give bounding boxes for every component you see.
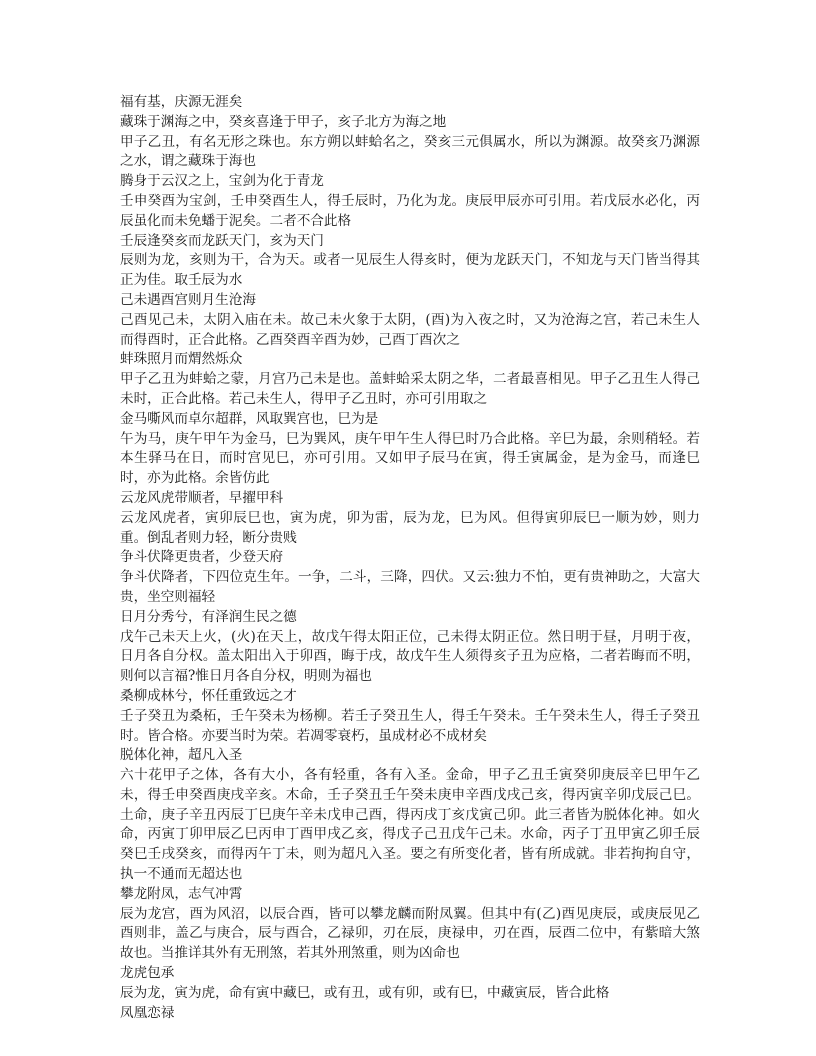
heading-line: 腾身于云汉之上，宝剑为化于青龙 (120, 173, 324, 190)
heading-line: 藏珠于渊海之中，癸亥喜逢于甲子，亥子北方为海之地 (120, 113, 447, 130)
heading-line: 蚌珠照月而煟然烁众 (120, 351, 243, 368)
body-paragraph: 六十花甲子之体，各有大小，各有轻重，各有入圣。金命，甲子乙丑壬寅癸卯庚辰辛巳甲午乙未，得壬申癸酉庚戌辛亥。木命，壬子癸丑壬午癸未庚申辛酉戊戌己亥，得丙寅辛卯戊辰己巳。土命，庚子辛丑丙辰丁巳庚午辛未戊申己酉，得丙戌丁亥戊寅己卯。此三者皆为脱体化神。如火命，丙寅丁卯甲辰乙巳丙申丁酉甲戌乙亥，得戊子己丑戊午己未。水命，丙子丁丑甲寅乙卯壬辰癸巳壬戌癸亥，而得丙午丁未，则为超凡入圣。要之有所变化者，皆有所成就。非若拘拘自守，执一不通而无超达也 (120, 767, 700, 883)
body-paragraph: 己酉见己未，太阴入庙在未。故己未火象于太阴，(酉)为入夜之时，又为沧海之宫，若己未生人而得酉时，正合此格。乙酉癸酉辛酉为妙，己酉丁酉次之 (120, 311, 700, 348)
heading-line: 争斗伏降更贵者，少登天府 (120, 549, 284, 566)
body-paragraph: 争斗伏降者，下四位克生年。一争，二斗，三降，四伏。又云:独力不怕，更有贵神助之，大富大贵，坐空则福轻 (120, 569, 700, 605)
heading-line: 脱体化神，超凡入圣 (120, 747, 243, 764)
body-paragraph: 辰为龙，寅为虎，命有寅中藏巳，或有丑，或有卯，或有巳，中藏寅辰，皆合此格 (120, 984, 610, 1001)
body-paragraph: 午为马，庚午甲午为金马，巳为巽风，庚午甲午生人得巳时乃合此格。辛巳为最，余则稍轻。若本生驿马在日，而时宫见巳，亦可引用。又如甲子辰马在寅，得壬寅属金，是为金马，而逢巳时，亦为此格。余皆仿此 (120, 430, 700, 487)
heading-line: 日月分秀兮，有泽润生民之德 (120, 608, 297, 625)
heading-line: 桑柳成林兮，怀任重致远之才 (120, 687, 297, 704)
body-paragraph: 辰则为龙，亥则为干，合为天。或者一见辰生人得亥时，便为龙跃天门，不知龙与天门皆当得其正为佳。取壬辰为水 (120, 252, 700, 289)
heading-line: 龙虎包承 (120, 965, 175, 982)
heading-line: 金马嘶风而卓尔超群，风取巽宫也，巳为是 (120, 410, 379, 427)
body-paragraph: 壬子癸丑为桑柘，壬午癸未为杨柳。若壬子癸丑生人，得壬午癸未。壬午癸未生人，得壬子癸丑时。皆合格。亦要当时为荣。若凋零衰朽，虽成材必不成材矣 (120, 707, 700, 744)
body-paragraph: 戊午己未天上火，(火)在天上，故戊午得太阳正位，己未得太阴正位。然日明于昼，月明于夜，日月各自分权。盖太阳出入于卯酉，晦于戌，故戊午生人须得亥子丑为应格，二者若晦而不明，则何以言福?惟日月各自分权，明则为福也 (120, 628, 700, 685)
body-paragraph: 壬申癸酉为宝剑，壬申癸酉生人，得壬辰时，乃化为龙。庚辰甲辰亦可引用。若戊辰水必化，丙辰虽化而未免蟠于泥矣。二者不合此格 (120, 192, 700, 229)
heading-line: 攀龙附凤，志气冲霄 (120, 885, 243, 902)
text-line: 福有基，庆源无涯矣 (120, 94, 243, 110)
document-page (120, 93, 700, 1023)
body-paragraph: 辰为龙宫，酉为风沼，以辰合酉，皆可以攀龙麟而附凤翼。但其中有(乙)酉见庚辰，或庚辰见乙酉则非，盖乙与庚合，辰与酉合，乙禄卯，刃在辰，庚禄申，刃在酉，辰酉二位中，有紫暗大煞故也。当推详其外有无刑煞，若其外刑煞重，则为凶命也 (120, 905, 700, 962)
heading-line: 己未遇酉宫则月生沧海 (120, 291, 256, 308)
heading-line: 凤凰恋禄 (120, 1004, 175, 1021)
body-paragraph: 甲子乙丑，有名无形之珠也。东方朔以蚌蛤名之，癸亥三元俱属水，所以为渊源。故癸亥乃渊源之水，谓之藏珠于海也 (120, 133, 700, 170)
heading-line: 壬辰逢癸亥而龙跃天门，亥为天门 (120, 232, 324, 249)
body-paragraph: 甲子乙丑为蚌蛤之蒙，月宫乃己未是也。盖蚌蛤采太阴之华，二者最喜相见。甲子乙丑生人得己未时，正合此格。若己未生人，得甲子乙丑时，亦可引用取之 (120, 371, 700, 407)
heading-line: 云龙风虎带顺者，早擢甲科 (120, 489, 284, 506)
body-paragraph: 云龙风虎者，寅卯辰巳也，寅为虎，卯为雷，辰为龙，巳为风。但得寅卯辰巳一顺为妙，则力重。倒乱者则力轻，断分贵贱 (120, 509, 700, 546)
